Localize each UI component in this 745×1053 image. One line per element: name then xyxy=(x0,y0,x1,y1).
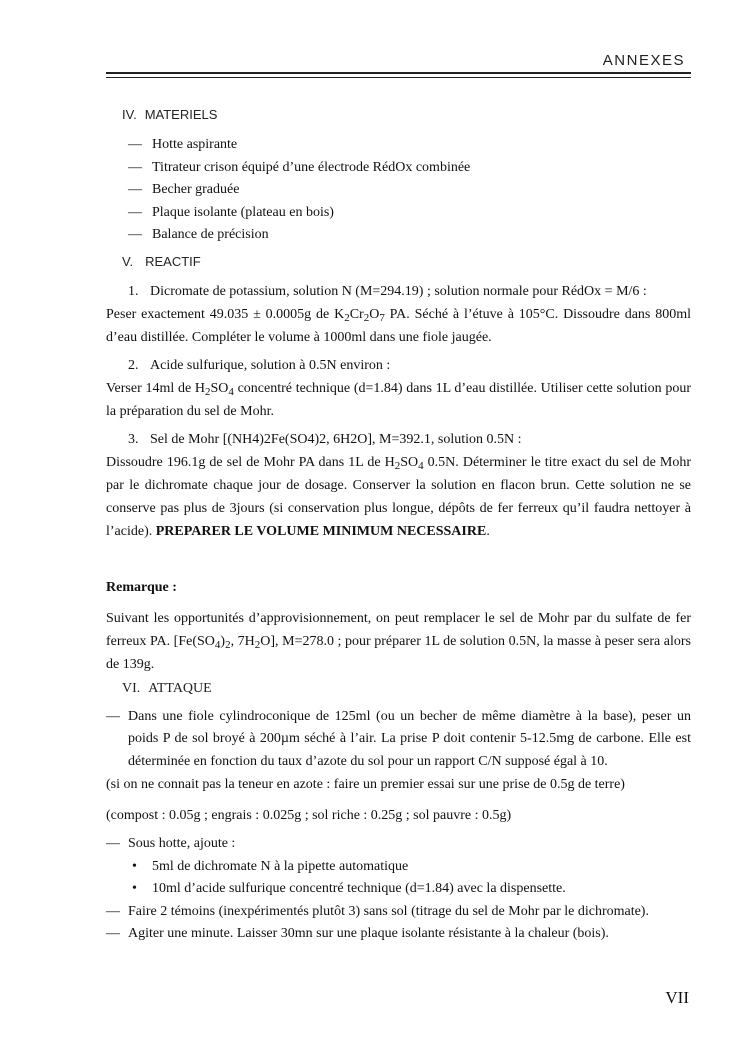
item-title: Sel de Mohr [(NH4)2Fe(SO4)2, 6H2O], M=392.1, solution 0.5N : xyxy=(150,431,522,447)
reactif-item-1-title xyxy=(106,281,691,303)
attaque-bullets xyxy=(106,856,691,901)
materiels-list xyxy=(106,134,691,247)
page-header-title: ANNEXES xyxy=(602,52,685,69)
list-item: — Agiter une minute. Laisser 30mn sur une plaque isolante résistante à la chaleur (bois). xyxy=(106,923,691,946)
reactif-item-2-text: Verser 14ml de $H_2SO_4$ concentré technique (d=1.84) dans 1L d’eau distillée. Utiliser cette solution pour la préparation du sel de Mohr. xyxy=(106,380,691,419)
section-number: V. xyxy=(122,253,134,269)
reactif-item-3-text: Dissoudre 196.1g de sel de Mohr PA dans 1L de $H_2SO_4$ 0.5N. Déterminer le titre exact du sel de Mohr par le dichromate chaque jour de dosage. Conserver la solution en flacon brun. Cette solution ne se conserve pas plus de 3jours (si conservation plus longue, dépôts de fer ferreux qu’il faudra nettoyer à l’acide). PREPARER LE VOLUME MINIMUM NECESSAIRE. xyxy=(106,454,691,539)
section-title: ATTAQUE xyxy=(148,680,212,696)
list-item: — Faire 2 témoins (inexpérimentés plutôt 3) sans sol (titrage du sel de Mohr par le dichromate). xyxy=(106,901,691,924)
item-title: Dicromate de potassium, solution N (M=294.19) ; solution normale pour RédOx = M/6 : xyxy=(150,283,647,299)
attaque-steps xyxy=(106,833,691,856)
section-title: MATERIELS xyxy=(144,107,218,122)
page-content xyxy=(106,104,691,946)
section-heading-materiels xyxy=(106,104,691,126)
item-number: 1. xyxy=(128,283,139,299)
list-item: — Becher graduée xyxy=(128,179,691,202)
list-item: — Plaque isolante (plateau en bois) xyxy=(128,202,691,225)
bullet-item: • 10ml d’acide sulfurique concentré technique (d=1.84) avec la dispensette. xyxy=(128,878,691,901)
reactif-item-1-text: Peser exactement 49.035 ± 0.0005g de $K_2Cr_2O_7$ PA. Séché à l’étuve à 105°C. Dissoudre dans 800ml d’eau distillée. Compléter le volume à 1000ml dans une fiole jaugée. xyxy=(106,306,691,345)
list-item: — Sous hotte, ajoute : xyxy=(106,833,691,856)
bullet-item: • 5ml de dichromate N à la pipette automatique xyxy=(128,856,691,879)
section-number: IV. xyxy=(122,107,137,122)
attaque-note-1: (si on ne connait pas la teneur en azote : faire un premier essai sur une prise de 0.5g de terre) xyxy=(106,777,625,792)
item-title: Acide sulfurique, solution à 0.5N environ : xyxy=(150,357,391,373)
section-heading-attaque xyxy=(106,678,691,700)
section-heading-reactif xyxy=(106,251,691,273)
header-rule-thin xyxy=(106,77,691,78)
item-number: 3. xyxy=(128,431,139,447)
attaque-list xyxy=(106,706,691,774)
remarque-heading: Remarque : xyxy=(106,579,177,595)
attaque-note-2: (compost : 0.05g ; engrais : 0.025g ; sol riche : 0.25g ; sol pauvre : 0.5g) xyxy=(106,808,512,823)
reactif-item-2-title xyxy=(106,355,691,377)
remarque-text: Suivant les opportunités d’approvisionnement, on peut remplacer le sel de Mohr par du sulfate de fer ferreux PA. [$Fe(SO_4)_2$, $7H_2O$], M=278.0 ; pour préparer 1L de solution 0.5N, la masse à peser sera alors de 139g. xyxy=(106,610,691,672)
page-number: VII xyxy=(665,988,689,1007)
section-title: REACTIF xyxy=(145,253,201,269)
item-number: 2. xyxy=(128,357,139,373)
attaque-steps-2 xyxy=(106,901,691,946)
reactif-item-3-title xyxy=(106,429,691,451)
header-rule-thick xyxy=(106,72,691,74)
section-number: VI. xyxy=(122,680,141,696)
list-item: — Hotte aspirante xyxy=(128,134,691,157)
list-item: — Balance de précision xyxy=(128,224,691,247)
list-item: — Titrateur crison équipé d’une électrode RédOx combinée xyxy=(128,157,691,180)
list-item: — Dans une fiole cylindroconique de 125ml (ou un becher de même diamètre à la base), peser un poids P de sol broyé à 200µm séché à l’air. La prise P doit contenir 5-12.5mg de carbone. Elle est déterminée en fonction du taux d’azote du sol pour un rapport C/N supposé égal à 10. xyxy=(106,706,691,774)
